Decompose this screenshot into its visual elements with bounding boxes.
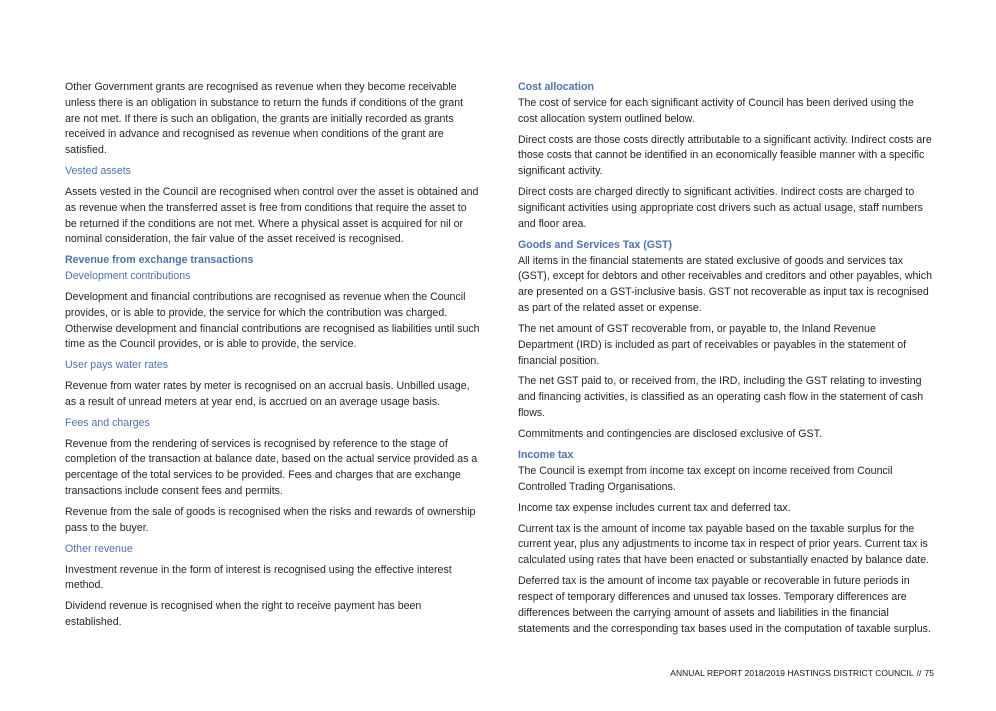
paragraph-water-rates: Revenue from water rates by meter is recognised on an accrual basis. Unbilled usage, as a result of unread meters at year end, is accrued on an average usage basis. — [65, 380, 470, 408]
heading-other-revenue: Other revenue — [65, 542, 133, 555]
paragraph-investment-revenue: Investment revenue in the form of interest is recognised using the effective interest method. — [65, 563, 452, 592]
paragraph-dividend-revenue: Dividend revenue is recognised when the right to receive payment has been established. — [65, 600, 422, 629]
paragraph-income-2: Income tax expense includes current tax and deferred tax. — [518, 501, 791, 514]
paragraph-government-grants: Other Government grants are recognised as revenue when they become receivable unless there is an obligation in substance to return the funds if conditions of the grant are not met. If there is such an obligation, the grants are initially recorded as grants received in advance and recognised as revenue when conditions of the grant are satisfied. — [65, 81, 464, 157]
heading-cost-allocation: Cost allocation — [518, 81, 594, 93]
paragraph-gst-1: All items in the financial statements are stated exclusive of goods and services tax (GST), except for debtors and other receivables and creditors and other payables, which are presented on a GST-inclusive basis. GST not recoverable as input tax is recognised as part of the related asset or expense. — [518, 254, 932, 314]
paragraph-income-1: The Council is exempt from income tax except on income received from Council Controlled Trading Organisations. — [518, 464, 893, 493]
paragraph-gst-2: The net amount of GST recoverable from, or payable to, the Inland Revenue Department (IRD) is included as part of receivables or payables in the statement of financial position. — [518, 322, 907, 367]
paragraph-fees-goods: Revenue from the sale of goods is recognised when the risks and rewards of ownership pass to the buyer. — [65, 506, 476, 534]
heading-fees-charges: Fees and charges — [65, 416, 150, 429]
paragraph-gst-4: Commitments and contingencies are disclosed exclusive of GST. — [518, 428, 822, 441]
paragraph-cost-1: The cost of service for each significant activity of Council has been derived using the cost allocation system outlined below. — [518, 96, 914, 125]
paragraph-cost-2: Direct costs are those costs directly attributable to a significant activity. Indirect costs are those costs that cannot be identified in an economically feasible manner with a specific significant activity. — [518, 133, 932, 178]
left-column — [65, 80, 480, 636]
heading-water-rates: User pays water rates — [65, 359, 169, 372]
heading-development-contributions: Development contributions — [65, 270, 191, 283]
paragraph-income-4: Deferred tax is the amount of income tax payable or recoverable in future periods in respect of temporary differences and unused tax losses. Temporary differences are differences between the carrying amount of assets and liabilities in the financial statements and the corresponding tax bases used in the computation of taxable surplus. — [518, 575, 931, 635]
page-footer — [670, 668, 934, 678]
heading-vested-assets: Vested assets — [65, 165, 131, 178]
page-number: 75 — [924, 668, 934, 678]
paragraph-development-contributions: Development and financial contributions are recognised as revenue when the Council provides, or is able to provide, the service for which the contribution was charged. Otherwise development and financial contributions are recognised as liabilities until such time as the Council provides, or is able to provide, the service. — [65, 290, 480, 351]
heading-exchange-transactions: Revenue from exchange transactions — [65, 254, 254, 267]
heading-income-tax: Income tax — [518, 449, 574, 462]
paragraph-fees-services: Revenue from the rendering of services is recognised by reference to the stage of completion of the transaction at balance date, based on the actual service provided as a percentage of the total services to be provided. Fees and charges that are exchange transactions include consent fees and permits. — [65, 437, 478, 498]
paragraph-gst-3: The net GST paid to, or received from, the IRD, including the GST relating to investing and financing activities, is classified as an operating cash flow in the statement of cash flows. — [518, 375, 924, 420]
footer-separator: // — [916, 668, 922, 678]
paragraph-income-3: Current tax is the amount of income tax payable based on the taxable surplus for the current year, plus any adjustments to income tax in respect of prior years. Current tax is calculated using rates that have been enacted or substantially enacted by balance date. — [518, 522, 930, 567]
right-column — [518, 80, 933, 643]
paragraph-cost-3: Direct costs are charged directly to significant activities. Indirect costs are charged to significant activities using appropriate cost drivers such as actual usage, staff numbers and floor area. — [518, 186, 923, 230]
paragraph-vested-assets: Assets vested in the Council are recognised when control over the asset is obtained and as revenue when the transferred asset is free from conditions that require the asset to be returned if the conditions are not met. Where a physical asset is acquired for nil or nominal consideration, the fair value of the asset received is recognised. — [65, 185, 479, 246]
report-title: ANNUAL REPORT 2018/2019 HASTINGS DISTRICT COUNCIL — [670, 668, 914, 678]
heading-gst: Goods and Services Tax (GST) — [518, 238, 673, 251]
